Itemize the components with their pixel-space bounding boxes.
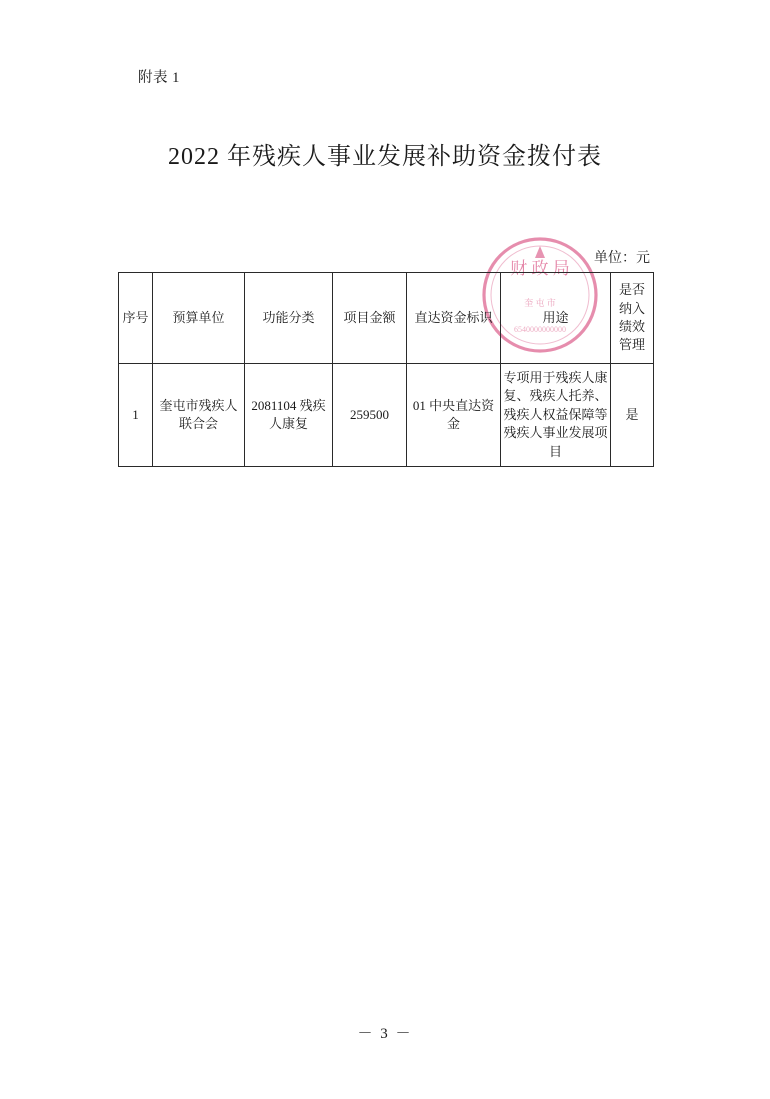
column-header-function-class: 功能分类 xyxy=(245,273,333,364)
attachment-label: 附表 1 xyxy=(138,70,180,86)
cell-function-class: 2081104 残疾人康复 xyxy=(245,364,333,467)
page-number: － 3 － xyxy=(357,1026,413,1042)
payment-table xyxy=(118,272,654,467)
column-header-direct-fund-flag: 直达资金标识 xyxy=(407,273,501,364)
page-title: 2022 年残疾人事业发展补助资金拨付表 xyxy=(168,144,602,170)
svg-text:6540000000000: 6540000000000 xyxy=(514,325,566,334)
column-header-project-amount: 项目金额 xyxy=(333,273,407,364)
table-row xyxy=(119,364,654,467)
column-header-budget-unit: 预算单位 xyxy=(153,273,245,364)
unit-note: 单位：元 xyxy=(594,251,650,266)
cell-index: 1 xyxy=(119,364,153,467)
table-body xyxy=(119,364,654,467)
svg-text:奎 屯 市: 奎 屯 市 xyxy=(524,298,556,308)
column-header-performance: 是否纳入绩效管理 xyxy=(611,273,654,364)
table-header xyxy=(119,273,654,364)
svg-text:财 政 局: 财 政 局 xyxy=(510,259,570,278)
cell-project-amount: 259500 xyxy=(333,364,407,467)
cell-usage: 专项用于残疾人康复、残疾人托养、残疾人权益保障等残疾人事业发展项目 xyxy=(501,364,611,467)
table-header-row xyxy=(119,273,654,364)
column-header-index: 序号 xyxy=(119,273,153,364)
cell-direct-fund-flag: 01 中央直达资金 xyxy=(407,364,501,467)
cell-performance: 是 xyxy=(611,364,654,467)
payment-table-container xyxy=(118,272,653,467)
column-header-usage: 用途 xyxy=(501,273,611,364)
cell-budget-unit: 奎屯市残疾人联合会 xyxy=(153,364,245,467)
